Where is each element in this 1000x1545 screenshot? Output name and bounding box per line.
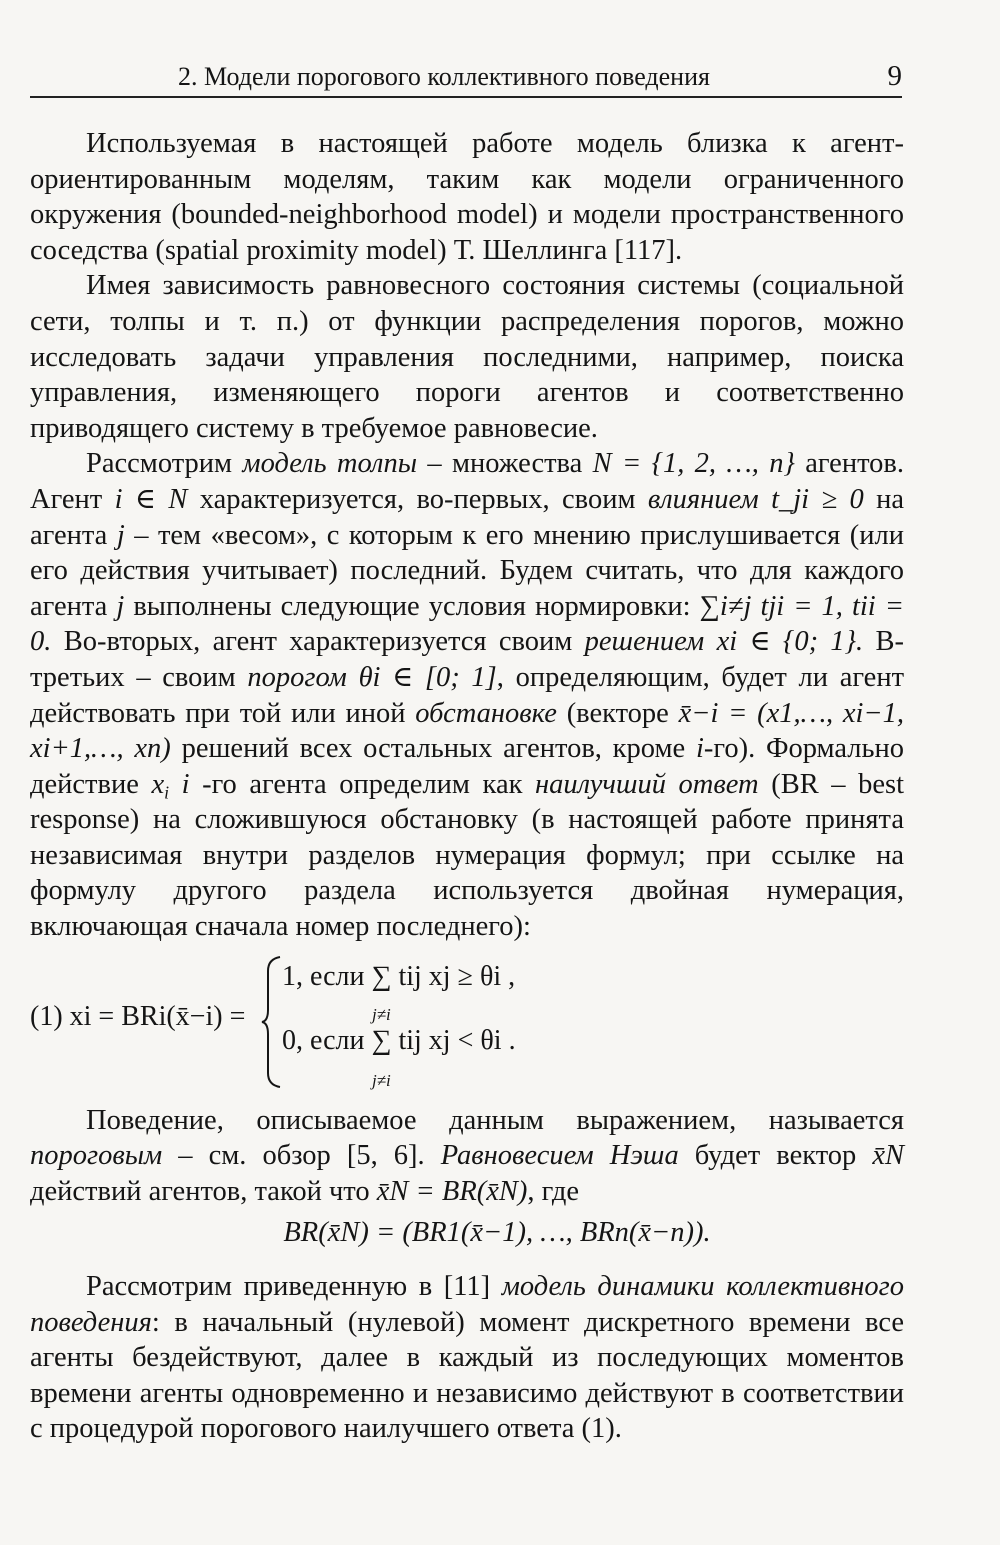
set-N: N = {1, 2, …, n} [592,448,795,480]
term-collective-dynamics: модель динамики коллективного поведения [30,1271,904,1338]
equation-2: BR(x̄N) = (BR1(x̄−1), …, BRn(x̄−n)). [283,1217,711,1249]
nash-vector: x̄N [872,1140,905,1172]
normalization-condition: ∑i≠j tji = 1, tii = 0. [30,590,904,658]
agent-j: j [116,519,125,551]
term-crowd-model: модель толпы [242,448,418,480]
tji-ge-zero: t_ji ≥ 0 [771,483,864,515]
term-threshold-behavior: пороговым [30,1140,163,1172]
i-in-N: i ∈ N [114,483,188,515]
paragraph-4: Поведение, описываемое данным выражением, называется пороговым – см. обзор [5, 6]. Равновесием Нэша будет вектор x̄N действий агентов, такой что x̄N = BR(x̄N), где [30,1104,905,1207]
chapter-title: 2. Модели порогового коллективного поведения [178,62,710,91]
running-header [30,58,902,98]
nash-condition: x̄N = BR(x̄N) [376,1175,528,1207]
paragraph-1: Используемая в настоящей работе модель близка к агент-ориентированным моделям, таким как модели ограниченного окружения (bounded-neighborhood model) и модели пространственного соседства (spatial proximity model) Т. Шеллинга [117]. [30,128,904,266]
sum-index-2: j≠i [372,1070,391,1090]
decision-set: xi ∈ {0; 1}. [716,626,864,658]
equation-1-lhs: (1) xi = BRi(x̄−i) = [30,1000,246,1032]
left-brace [260,955,282,1089]
paragraph-3: Рассмотрим модель толпы – множества N = {1, 2, …, n} агентов. Агент i ∈ N характеризуется, во-первых, своим влиянием t_ji ≥ 0 на агента j – тем «весом», с которым к его мнению прислушивается (или его действия учитывает) последний. Будем считать, что для каждого агента j выполнены следующие условия нормировки: ∑i≠j tji = 1, tii = 0. Во-вторых, агент характеризуется своим решением xi ∈ {0; 1}. В-третьих – своим порогом θi ∈ [0; 1], определяющим, будет ли агент действовать при той или иной обстановке (векторе x̄−i = (x1,…, xi−1, xi+1,…, xn) решений всех остальных агентов, кроме i-го). Формально действие $x_i$ i -го агента определим как наилучший ответ (BR – best response) на сложившуюся обстановку (в настоящей работе принята независимая внутри разделов нумерация формул; при ссылке на формулу другого раздела используется двойная нумерация, включающая сначала номер последнего): [30,448,905,943]
equation-1-case-1: 1, если ∑ tij xj ≥ θi , j≠i [282,959,515,995]
term-nash-equilibrium: Равновесием Нэша [440,1140,679,1172]
threshold-set: θi ∈ [0; 1] [358,661,497,693]
paragraph-5: Рассмотрим приведенную в [11] модель динамики коллективного поведения: в начальный (нулевой) момент дискретного времени все агенты бездействуют, далее в каждый из последующих моментов времени агенты одновременно и независимо действуют в соответствии с процедурой порогового наилучшего ответа (1). [30,1271,904,1445]
sum-index-1: j≠i [372,1004,391,1024]
term-influence: влиянием [647,483,759,515]
main-text [30,126,904,1447]
term-decision: решением [584,626,705,658]
page-number: 9 [887,60,902,92]
term-best-response: наилучший ответ [535,768,759,800]
paragraph-2: Имея зависимость равновесного состояния системы (социальной сети, толпы и т. п.) от функции распределения порогов, можно исследовать задачи управления последними, например, поиска управления, изменяющего пороги агентов и соответственно приводящего систему в требуемое равновесие. [30,270,904,444]
term-threshold: порогом [247,661,347,693]
equation-1 [30,955,904,1089]
equation-1-case-2: 0, если ∑ tij xj < θi . j≠i [282,1023,516,1059]
situation-vector: x̄−i = (x1,…, xi−1, xi+1,…, xn) [30,697,904,765]
term-situation: обстановке [415,697,557,729]
